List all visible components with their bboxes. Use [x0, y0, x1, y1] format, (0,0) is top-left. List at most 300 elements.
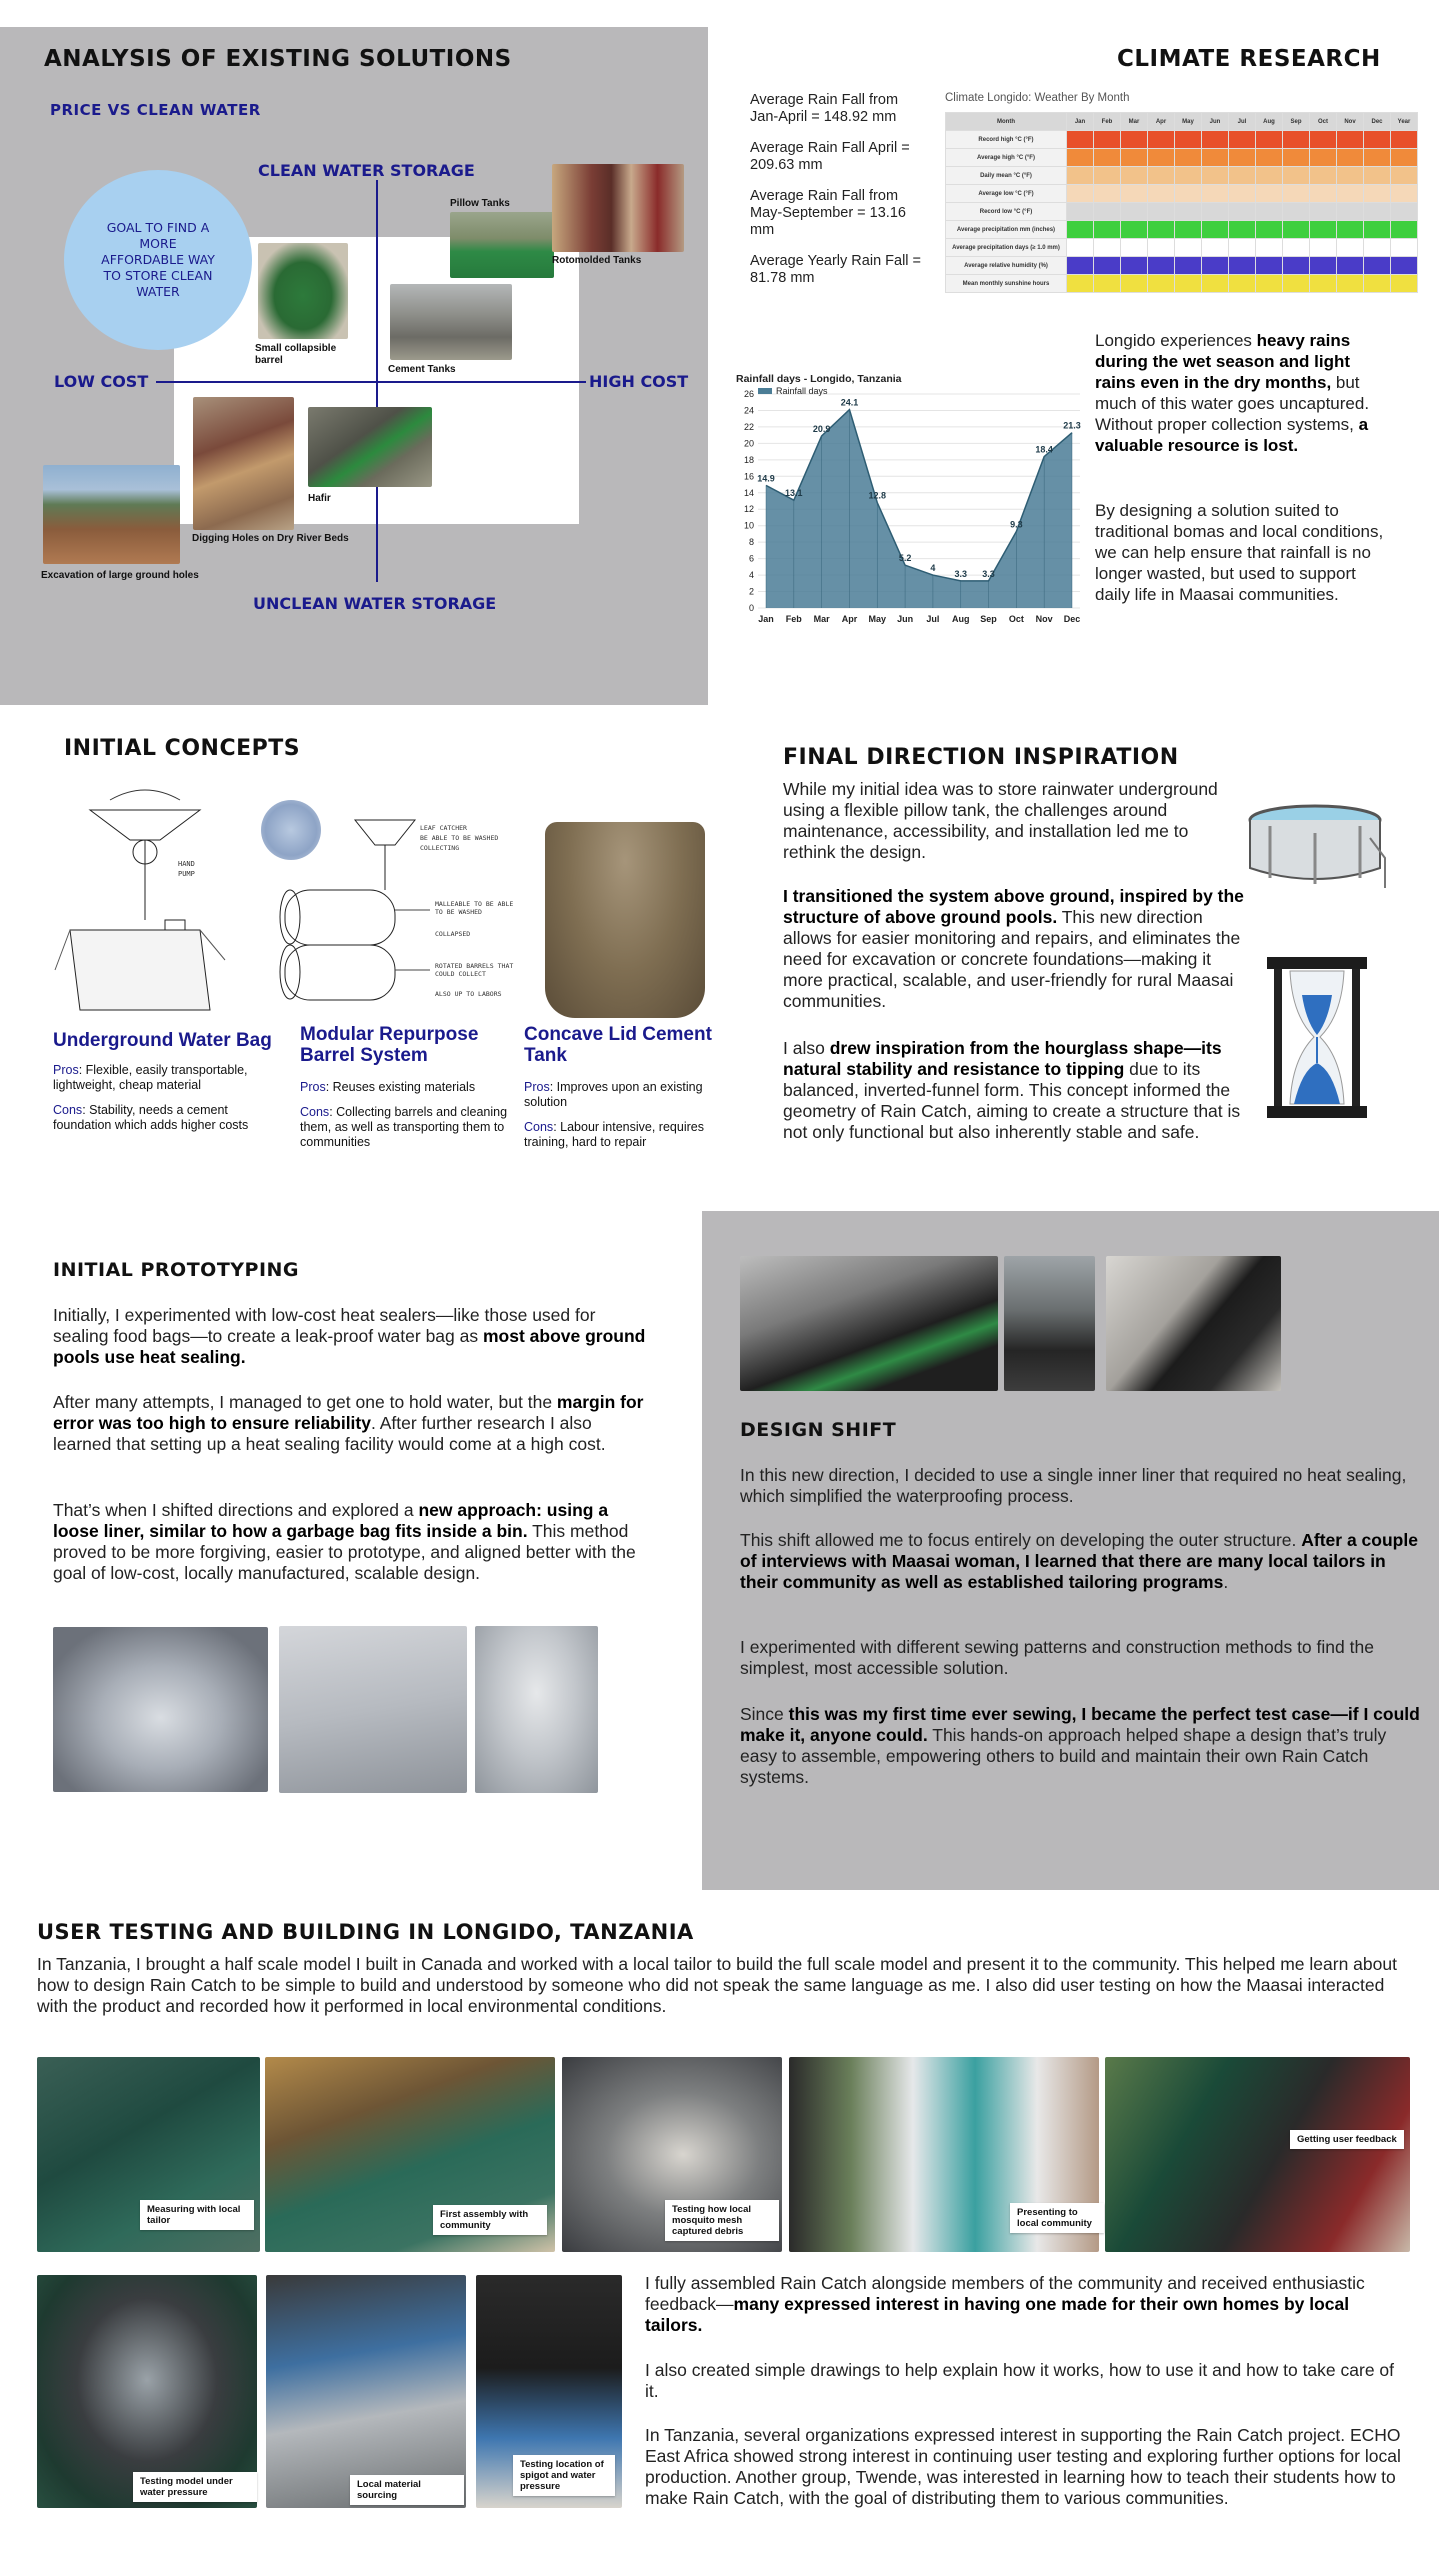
y-tick-label: 12 [743, 504, 754, 515]
climate-table-cell [1283, 221, 1310, 239]
climate-table-cell [1283, 275, 1310, 293]
climate-table-cell [1067, 185, 1094, 203]
y-tick-label: 22 [743, 421, 754, 432]
climate-p1-a: Longido experiences [1095, 331, 1257, 350]
climate-table-cell [1067, 203, 1094, 221]
climate-table-row [946, 131, 1418, 149]
proto-p2-a: After many attempts, I managed to get one to hold water, but the [53, 1392, 557, 1412]
climate-stat-3: Average Rain Fall from May-September = 13.16 mm [750, 188, 906, 238]
testing-caption-6: Testing model under water pressure [133, 2472, 257, 2502]
climate-table-cell [1283, 185, 1310, 203]
climate-table-cell [1256, 131, 1283, 149]
proto-p2-b: margin for error was too high to ensure reliability [53, 1392, 644, 1433]
final-p2-c: This new direction allows for easier monitoring and repairs, and eliminates the need for excavation or concrete foundations—making it more practical, scalable, and user-friendly for rural Maasai communities. [783, 907, 1241, 1011]
climate-table-cell [1337, 221, 1364, 239]
climate-table-cell [1364, 239, 1391, 257]
digging-holes-label: Digging Holes on Dry River Beds [192, 533, 349, 544]
climate-table-cell [1310, 221, 1337, 239]
cement-tank-photo [390, 284, 512, 360]
climate-table-cell [1337, 257, 1364, 275]
sewing-photo-2 [1004, 1256, 1095, 1391]
testing-caption-3: Testing how local mosquito mesh captured debris [665, 2200, 779, 2241]
concept-drawing-barrels [245, 780, 515, 1020]
concept-2-cons-label: Cons [300, 1105, 330, 1119]
climate-table-cell [1229, 221, 1256, 239]
y-tick-label: 2 [748, 586, 754, 597]
climate-table-header-cell: Nov [1337, 113, 1364, 131]
climate-table-cell [1391, 149, 1418, 167]
climate-title: CLIMATE RESEARCH [1117, 46, 1381, 72]
climate-table-cell [1175, 221, 1202, 239]
climate-table-cell [1148, 131, 1175, 149]
x-tick-label: Dec [1063, 614, 1081, 624]
climate-table-cell [1391, 221, 1418, 239]
climate-table-row-label: Average low °C (°F) [946, 185, 1067, 203]
excavation-label: Excavation of large ground holes [41, 570, 199, 581]
climate-stat-4: Average Yearly Rain Fall = 81.78 mm [750, 253, 922, 286]
climate-table-header-cell: Aug [1256, 113, 1283, 131]
climate-table-cell [1175, 167, 1202, 185]
climate-table-row-label: Average relative humidity (%) [946, 257, 1067, 275]
climate-table-cell [1067, 167, 1094, 185]
prototyping-paragraph-2 [53, 1392, 653, 1455]
concept-3-cons-label: Cons [524, 1120, 554, 1134]
climate-table-cell [1148, 203, 1175, 221]
y-tick-label: 14 [743, 487, 754, 498]
design-shift-paragraph-4 [740, 1704, 1420, 1788]
climate-p1-b: heavy rains during the wet season and light rains even in the dry months, [1095, 331, 1351, 392]
climate-table-cell [1148, 149, 1175, 167]
x-tick-label: Mar [813, 614, 830, 624]
climate-table-row-label: Average high °C (°F) [946, 149, 1067, 167]
data-label: 20.9 [812, 423, 831, 434]
climate-table-cell [1256, 149, 1283, 167]
concept-1-pros: : Flexible, easily transportable, lightweight, cheap material [53, 1063, 248, 1092]
ds-p4-b: this was my first time ever sewing, I became the perfect test case—if I could make it, anyone could. [740, 1704, 1420, 1745]
climate-table-cell [1364, 275, 1391, 293]
ds-p4-a: Since [740, 1704, 789, 1724]
climate-table-cell [1337, 185, 1364, 203]
y-tick-label: 10 [743, 520, 754, 531]
final-p3-b: drew inspiration from the hourglass shape—its natural stability and resistance to tipping [783, 1038, 1222, 1079]
x-tick-label: Apr [841, 614, 858, 624]
axis-right-label: HIGH COST [589, 372, 689, 391]
climate-table-cell [1364, 131, 1391, 149]
climate-table-cell [1337, 203, 1364, 221]
rotomolded-tank-label: Rotomolded Tanks [552, 255, 642, 266]
pillow-tank-photo [450, 212, 554, 278]
climate-table-cell [1202, 221, 1229, 239]
concept-2-pros: : Reuses existing materials [325, 1080, 476, 1094]
concept-drawing-underground-bag [50, 780, 240, 1020]
climate-table-cell [1175, 203, 1202, 221]
prototyping-title: INITIAL PROTOTYPING [53, 1259, 300, 1281]
ds-p2-c: . [1223, 1572, 1229, 1592]
proto-p1-b: most above ground pools use heat sealing. [53, 1326, 646, 1367]
x-tick-label: Sep [980, 614, 997, 624]
climate-table-cell [1337, 131, 1364, 149]
climate-table-row-label: Average precipitation mm (inches) [946, 221, 1067, 239]
climate-table-cell [1283, 167, 1310, 185]
barrel-label-4: ROTATED BARRELS THAT COULD COLLECT [435, 962, 514, 978]
climate-table-row [946, 185, 1418, 203]
analysis-title: ANALYSIS OF EXISTING SOLUTIONS [44, 46, 512, 72]
climate-table-cell [1121, 149, 1148, 167]
x-tick-label: May [868, 614, 887, 624]
climate-table-header-cell: May [1175, 113, 1202, 131]
climate-table-cell [1337, 149, 1364, 167]
climate-table-cell [1121, 257, 1148, 275]
prototype-photo-1 [53, 1627, 268, 1792]
concept-3-pros-label: Pros [524, 1080, 550, 1094]
climate-table-cell [1148, 257, 1175, 275]
climate-table-cell [1121, 221, 1148, 239]
y-tick-label: 8 [748, 537, 754, 548]
x-tick-label: Feb [785, 614, 802, 624]
hourglass-image [1262, 955, 1372, 1120]
chart-title: Rainfall days - Longido, Tanzania [736, 373, 902, 385]
climate-table-cell [1391, 131, 1418, 149]
design-shift-title: DESIGN SHIFT [740, 1419, 897, 1441]
analysis-subtitle: PRICE VS CLEAN WATER [50, 101, 261, 119]
climate-table-cell [1229, 257, 1256, 275]
climate-table-cell [1175, 275, 1202, 293]
data-label: 9.3 [1010, 519, 1023, 530]
climate-table-cell [1148, 221, 1175, 239]
testing-paragraph-1 [645, 2273, 1405, 2336]
y-tick-label: 16 [743, 471, 754, 482]
climate-table-cell [1094, 203, 1121, 221]
final-p3-c: due to its balanced, inverted-funnel form. This concept informed the geometry of Rain Catch, aiming to create a structure that is not only functional but also inherently stable and safe. [783, 1059, 1241, 1142]
hand-pump-label-1: HAND [178, 860, 195, 868]
testing-paragraph-2: I also created simple drawings to help explain how it works, how to use it and how to take care of it. [645, 2360, 1395, 2401]
data-label: 24.1 [840, 397, 859, 408]
concept-3 [524, 1024, 724, 1150]
climate-table-cell [1121, 239, 1148, 257]
climate-table-cell [1310, 203, 1337, 221]
climate-table-header-cell: Jan [1067, 113, 1094, 131]
climate-table-cell [1067, 131, 1094, 149]
climate-paragraph-1 [1095, 330, 1395, 456]
climate-table-cell [1310, 185, 1337, 203]
climate-table-cell [1229, 185, 1256, 203]
climate-table-row-label: Record low °C (°F) [946, 203, 1067, 221]
concept-2 [300, 1024, 515, 1150]
climate-table-cell [1202, 257, 1229, 275]
y-tick-label: 18 [743, 454, 754, 465]
climate-table-cell [1256, 239, 1283, 257]
hafir-photo [308, 407, 432, 487]
climate-table-cell [1067, 257, 1094, 275]
barrel-label-1: LEAF CATCHER [420, 824, 467, 832]
data-label: 12.8 [868, 490, 887, 501]
concepts-title: INITIAL CONCEPTS [64, 736, 301, 761]
climate-table-cell [1364, 203, 1391, 221]
design-shift-paragraph-3: I experimented with different sewing patterns and construction methods to find the simplest, most accessible solution. [740, 1637, 1374, 1678]
climate-table-cell [1067, 221, 1094, 239]
concept-3-title: Concave Lid Cement Tank [524, 1024, 712, 1066]
axis-left-label: LOW COST [54, 372, 149, 391]
data-label: 3.3 [982, 568, 995, 579]
hourglass-icon [1262, 955, 1372, 1120]
data-label: 14.9 [757, 473, 775, 484]
testing-intro: In Tanzania, I brought a half scale model I built in Canada and worked with a local tailor to build the full scale model and present it to the community. This helped me learn about how to design Rain Catch to be simple to build and understood by someone who did not speak the same language as me. I also did user testing on how the Maasai interacted with the product and recorded how it performed in local environmental conditions. [37, 1954, 1397, 2016]
gravel-sample [261, 800, 321, 860]
climate-table-cell [1310, 257, 1337, 275]
climate-table-row-label: Daily mean °C (°F) [946, 167, 1067, 185]
climate-table-cell [1148, 167, 1175, 185]
climate-table-cell [1229, 239, 1256, 257]
climate-table-header-cell: Mar [1121, 113, 1148, 131]
climate-table-cell [1067, 275, 1094, 293]
climate-table-cell [1283, 203, 1310, 221]
climate-table-cell [1202, 131, 1229, 149]
testing-caption-7: Local material sourcing [350, 2475, 464, 2505]
climate-table-cell [1202, 167, 1229, 185]
climate-table-header-cell: Month [946, 113, 1067, 131]
testing-caption-2: First assembly with community [433, 2205, 547, 2235]
testing-caption-8: Testing location of spigot and water pressure [513, 2455, 615, 2496]
climate-table-cell [1175, 257, 1202, 275]
data-label: 13.1 [785, 488, 803, 499]
x-tick-label: Oct [1008, 614, 1024, 624]
prototyping-paragraph-1 [53, 1305, 653, 1368]
x-tick-label: Aug [951, 614, 970, 624]
climate-table-cell [1337, 275, 1364, 293]
y-tick-label: 20 [743, 438, 754, 449]
climate-table-row-label: Record high °C (°F) [946, 131, 1067, 149]
climate-table-cell [1256, 257, 1283, 275]
final-title: FINAL DIRECTION INSPIRATION [783, 745, 1179, 770]
testing-caption-1: Measuring with local tailor [140, 2200, 254, 2230]
testing-photo-7 [266, 2275, 466, 2508]
climate-table-row-label: Mean monthly sunshine hours [946, 275, 1067, 293]
climate-table-cell [1283, 257, 1310, 275]
climate-stats [750, 92, 950, 287]
data-label: 18.4 [1035, 444, 1053, 455]
barrel-label-6: MALLEABLE TO BE ABLE TO BE WASHED [435, 900, 514, 916]
climate-table-cell [1364, 167, 1391, 185]
concept-1-cons-label: Cons [53, 1103, 83, 1117]
climate-table-cell [1256, 167, 1283, 185]
barrel-label-3: COLLECTING [420, 844, 460, 852]
barrel-label-5: ALSO UP TO LABORS [435, 990, 502, 998]
concept-2-title: Modular Repurpose Barrel System [300, 1024, 479, 1066]
data-label: 21.3 [1063, 420, 1081, 431]
climate-table-cell [1094, 131, 1121, 149]
collapsible-barrel-photo [258, 243, 348, 339]
climate-table-row [946, 257, 1418, 275]
climate-table-cell [1310, 239, 1337, 257]
climate-table-row [946, 239, 1418, 257]
x-tick-label: Jul [926, 614, 940, 624]
climate-table-cell [1229, 203, 1256, 221]
final-p2-b: I transitioned the system above ground, inspired by the structure of above ground pools. [783, 886, 1244, 927]
final-p3-a: I also [783, 1038, 830, 1058]
collapsible-barrel-label: Small collapsible barrel [255, 343, 337, 366]
climate-table-header-cell: Dec [1364, 113, 1391, 131]
data-label: 4 [930, 563, 936, 574]
climate-table-row [946, 275, 1418, 293]
climate-table-cell [1067, 239, 1094, 257]
goal-text: GOAL TO FIND A MORE AFFORDABLE WAY TO STORE CLEAN WATER [101, 220, 215, 299]
climate-table-header-cell: Feb [1094, 113, 1121, 131]
climate-table-header-cell: Sep [1283, 113, 1310, 131]
x-tick-label: Jun [897, 614, 914, 624]
testing-p1-a: I fully assembled Rain Catch alongside members of the community and received enthusiastic feedback— [645, 2273, 1365, 2314]
climate-table-cell [1148, 275, 1175, 293]
axis-top-label: CLEAN WATER STORAGE [258, 161, 475, 180]
testing-photo-5 [1105, 2057, 1410, 2252]
climate-table-cell [1310, 149, 1337, 167]
climate-table-cell [1283, 239, 1310, 257]
climate-table-cell [1094, 185, 1121, 203]
climate-table-cell [1391, 257, 1418, 275]
barrel-label-7: COLLAPSED [435, 930, 471, 938]
testing-title: USER TESTING AND BUILDING IN LONGIDO, TANZANIA [37, 1920, 694, 1944]
proto-p3-c: This method proved to be more forgiving, easier to prototype, and aligned better with the goal of low-cost, locally manufactured, scalable design. [53, 1521, 636, 1583]
x-tick-label: Jan [758, 614, 774, 624]
climate-table-cell [1283, 149, 1310, 167]
climate-table-cell [1391, 185, 1418, 203]
testing-caption-4: Presenting to local community [1010, 2203, 1104, 2233]
concept-1-cons: : Stability, needs a cement foundation which adds higher costs [53, 1103, 249, 1132]
climate-table-cell [1094, 275, 1121, 293]
climate-table-cell [1364, 257, 1391, 275]
climate-table-cell [1337, 239, 1364, 257]
legend-label: Rainfall days [776, 386, 828, 396]
matrix-horizontal-axis [156, 381, 586, 383]
climate-p1-c: but much of this water goes uncaptured. Without proper collection systems, [1095, 373, 1370, 434]
climate-table-cell [1310, 167, 1337, 185]
climate-table-cell [1175, 149, 1202, 167]
cement-tank-label: Cement Tanks [388, 364, 456, 375]
climate-table-cell [1148, 185, 1175, 203]
climate-table-cell [1337, 167, 1364, 185]
y-tick-label: 26 [743, 389, 754, 399]
climate-table-cell [1121, 185, 1148, 203]
rainfall-chart [728, 368, 1090, 628]
above-ground-pool-image [1240, 798, 1390, 898]
climate-table-cell [1310, 275, 1337, 293]
prototype-photo-2 [279, 1626, 467, 1793]
sewing-photo-1 [740, 1256, 998, 1391]
testing-caption-5: Getting user feedback [1290, 2130, 1404, 2149]
proto-p2-c: . After further research I also learned that setting up a heat sealing facility would come at a high cost. [53, 1413, 606, 1454]
climate-table-cell [1094, 167, 1121, 185]
digging-holes-photo [193, 397, 294, 530]
hand-pump-label-2: PUMP [178, 870, 195, 878]
climate-table-cell [1256, 221, 1283, 239]
concept-1-title: Underground Water Bag [53, 1030, 272, 1051]
ds-p2-b: After a couple of interviews with Maasai woman, I learned that there are many local tailors in their community as well as established tailoring programs [740, 1530, 1418, 1592]
climate-table-cell [1391, 203, 1418, 221]
climate-table-cell [1391, 167, 1418, 185]
climate-table-cell [1256, 203, 1283, 221]
climate-table-cell [1202, 185, 1229, 203]
testing-p1-b: many expressed interest in having one made for their own homes by local tailors. [645, 2294, 1350, 2335]
climate-table-cell [1364, 185, 1391, 203]
hafir-label: Hafir [308, 493, 331, 504]
pillow-tank-label: Pillow Tanks [450, 198, 510, 209]
climate-table-cell [1121, 203, 1148, 221]
climate-table-header-cell: Jul [1229, 113, 1256, 131]
climate-table-row-label: Average precipitation days (≥ 1.0 mm) [946, 239, 1067, 257]
barrel-label-2: BE ABLE TO BE WASHED [420, 834, 499, 842]
climate-table-row [946, 203, 1418, 221]
ds-p4-c: This hands-on approach helped shape a design that’s truly easy to assemble, empowering others to build and maintain their own Rain Catch systems. [740, 1725, 1387, 1787]
climate-table-cell [1121, 131, 1148, 149]
climate-table-cell [1094, 257, 1121, 275]
rainfall-chart-svg [728, 368, 1090, 628]
climate-table-header-cell: Jun [1202, 113, 1229, 131]
underground-bag-sketch [50, 780, 240, 1020]
concept-1 [53, 1030, 273, 1133]
final-paragraph-2 [783, 886, 1253, 1012]
climate-table-cell [1391, 239, 1418, 257]
goal-circle [64, 170, 252, 350]
climate-table-cell [1121, 275, 1148, 293]
concept-1-pros-label: Pros [53, 1063, 79, 1077]
climate-table-cell [1175, 239, 1202, 257]
climate-table-row [946, 149, 1418, 167]
final-paragraph-1: While my initial idea was to store rainwater underground using a flexible pillow tank, the challenges around maintenance, accessibility, and installation led me to rethink the design. [783, 779, 1218, 862]
testing-paragraph-3: In Tanzania, several organizations expressed interest in supporting the Rain Catch project. ECHO East Africa showed strong interest in continuing user testing and exploring further options for local production. Another group, Twende, was interested in learning how to teach their students how to make Rain Catch, with the goal of distributing them to various communities. [645, 2425, 1401, 2508]
climate-table-cell [1229, 167, 1256, 185]
climate-table-cell [1067, 149, 1094, 167]
climate-stat-2: Average Rain Fall April = 209.63 mm [750, 140, 910, 173]
y-tick-label: 0 [748, 603, 754, 613]
proto-p3-b: new approach: using a loose liner, similar to how a garbage bag fits inside a bin. [53, 1500, 609, 1541]
climate-table-cell [1256, 275, 1283, 293]
climate-table-cell [1175, 185, 1202, 203]
data-label: 5.2 [898, 553, 912, 564]
climate-table-cell [1229, 275, 1256, 293]
climate-table-cell [1202, 239, 1229, 257]
climate-paragraph-2: By designing a solution suited to traditional bomas and local conditions, we can help ensure that rainfall is no longer wasted, but used to support daily life in Maasai communities. [1095, 501, 1384, 604]
climate-table-header-cell: Apr [1148, 113, 1175, 131]
climate-table-row [946, 221, 1418, 239]
proto-p1-a: Initially, I experimented with low-cost heat sealers—like those used for sealing food bags—to create a leak-proof water bag as [53, 1305, 596, 1346]
pool-icon [1240, 798, 1390, 898]
climate-table-cell [1094, 221, 1121, 239]
climate-table-cell [1175, 131, 1202, 149]
climate-table-grid [945, 112, 1418, 293]
y-tick-label: 6 [748, 553, 754, 564]
climate-table-cell [1229, 149, 1256, 167]
climate-table-header-cell: Oct [1310, 113, 1337, 131]
x-tick-label: Nov [1035, 614, 1053, 624]
y-tick-label: 4 [748, 570, 754, 581]
prototype-photo-3 [475, 1626, 598, 1793]
data-label: 3.3 [954, 568, 967, 579]
climate-table-cell [1391, 275, 1418, 293]
prototyping-paragraph-3 [53, 1500, 653, 1584]
climate-table-cell [1310, 131, 1337, 149]
proto-p3-a: That’s when I shifted directions and explored a [53, 1500, 419, 1520]
ds-p2-a: This shift allowed me to focus entirely on developing the outer structure. [740, 1530, 1302, 1550]
final-paragraph-3 [783, 1038, 1263, 1143]
design-shift-paragraph-2 [740, 1530, 1420, 1593]
sewing-photo-3 [1106, 1256, 1281, 1391]
climate-table-row [946, 167, 1418, 185]
concept-3-cons: : Labour intensive, requires training, hard to repair [524, 1120, 704, 1149]
concept-cement-tank-photo [545, 822, 705, 1018]
climate-table-cell [1121, 167, 1148, 185]
climate-table-cell [1229, 131, 1256, 149]
climate-table-cell [1094, 239, 1121, 257]
concept-2-pros-label: Pros [300, 1080, 326, 1094]
